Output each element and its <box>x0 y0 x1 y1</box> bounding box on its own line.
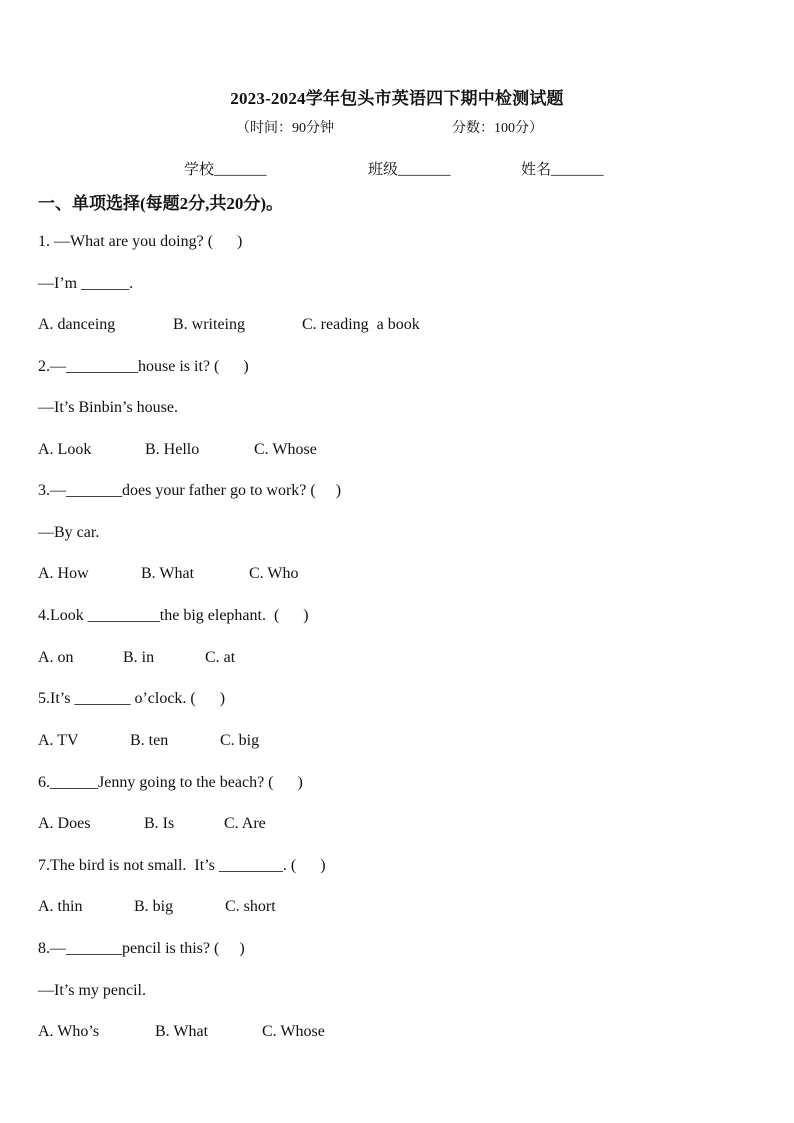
question-5-option-b: B. ten <box>130 732 169 749</box>
section-title: 一、单项选择(每题2分,共20分)。 <box>38 194 284 213</box>
question-7-option-a: A. thin <box>38 898 83 915</box>
question-5-option-a: A. TV <box>38 732 79 749</box>
question-6-stem: 6.______Jenny going to the beach? ( ) <box>38 774 303 791</box>
school-field: 学校_______ <box>184 162 267 178</box>
question-1-option-a: A. danceing <box>38 316 116 333</box>
question-8-line2: —It’s my pencil. <box>38 982 146 999</box>
question-8-option-b: B. What <box>155 1023 209 1040</box>
question-1-option-c: C. reading a book <box>302 316 420 333</box>
question-2-option-c: C. Whose <box>254 441 317 458</box>
question-1-line2: —I’m ______. <box>38 275 134 292</box>
question-4-option-b: B. in <box>123 649 155 666</box>
question-4-option-a: A. on <box>38 649 74 666</box>
exam-title: 2023-2024学年包头市英语四下期中检测试题 <box>230 89 564 108</box>
question-4-stem: 4.Look _________the big elephant. ( ) <box>38 607 309 624</box>
question-6-option-a: A. Does <box>38 815 91 832</box>
question-7-stem: 7.The bird is not small. It’s ________. ( ) <box>38 857 326 874</box>
question-2-line2: —It’s Binbin’s house. <box>38 399 179 416</box>
exam-score: 分数：100分） <box>452 121 543 136</box>
question-3-option-a: A. How <box>38 565 89 582</box>
question-4-option-c: C. at <box>205 649 236 666</box>
question-7-option-b: B. big <box>134 898 174 915</box>
question-6-option-c: C. Are <box>224 815 266 832</box>
question-5-stem: 5.It’s _______ o’clock. ( ) <box>38 690 226 707</box>
question-8-option-a: A. Who’s <box>38 1023 100 1040</box>
question-3-stem: 3.—_______does your father go to work? ( ) <box>38 482 342 499</box>
question-2-option-b: B. Hello <box>145 441 200 458</box>
question-7-option-c: C. short <box>225 898 276 915</box>
question-3-line2: —By car. <box>38 524 100 541</box>
question-8-stem: 8.—_______pencil is this? ( ) <box>38 940 245 957</box>
question-2-option-a: A. Look <box>38 441 92 458</box>
question-1-stem: 1. —What are you doing? ( ) <box>38 233 243 250</box>
question-3-option-c: C. Who <box>249 565 299 582</box>
question-1-option-b: B. writeing <box>173 316 245 333</box>
question-2-stem: 2.—_________house is it? ( ) <box>38 358 249 375</box>
name-field: 姓名_______ <box>521 162 604 178</box>
question-5-option-c: C. big <box>220 732 260 749</box>
class-field: 班级_______ <box>368 162 451 178</box>
exam-time: （时间：90分钟 <box>236 121 334 136</box>
question-3-option-b: B. What <box>141 565 195 582</box>
question-6-option-b: B. Is <box>144 815 175 832</box>
question-8-option-c: C. Whose <box>262 1023 325 1040</box>
